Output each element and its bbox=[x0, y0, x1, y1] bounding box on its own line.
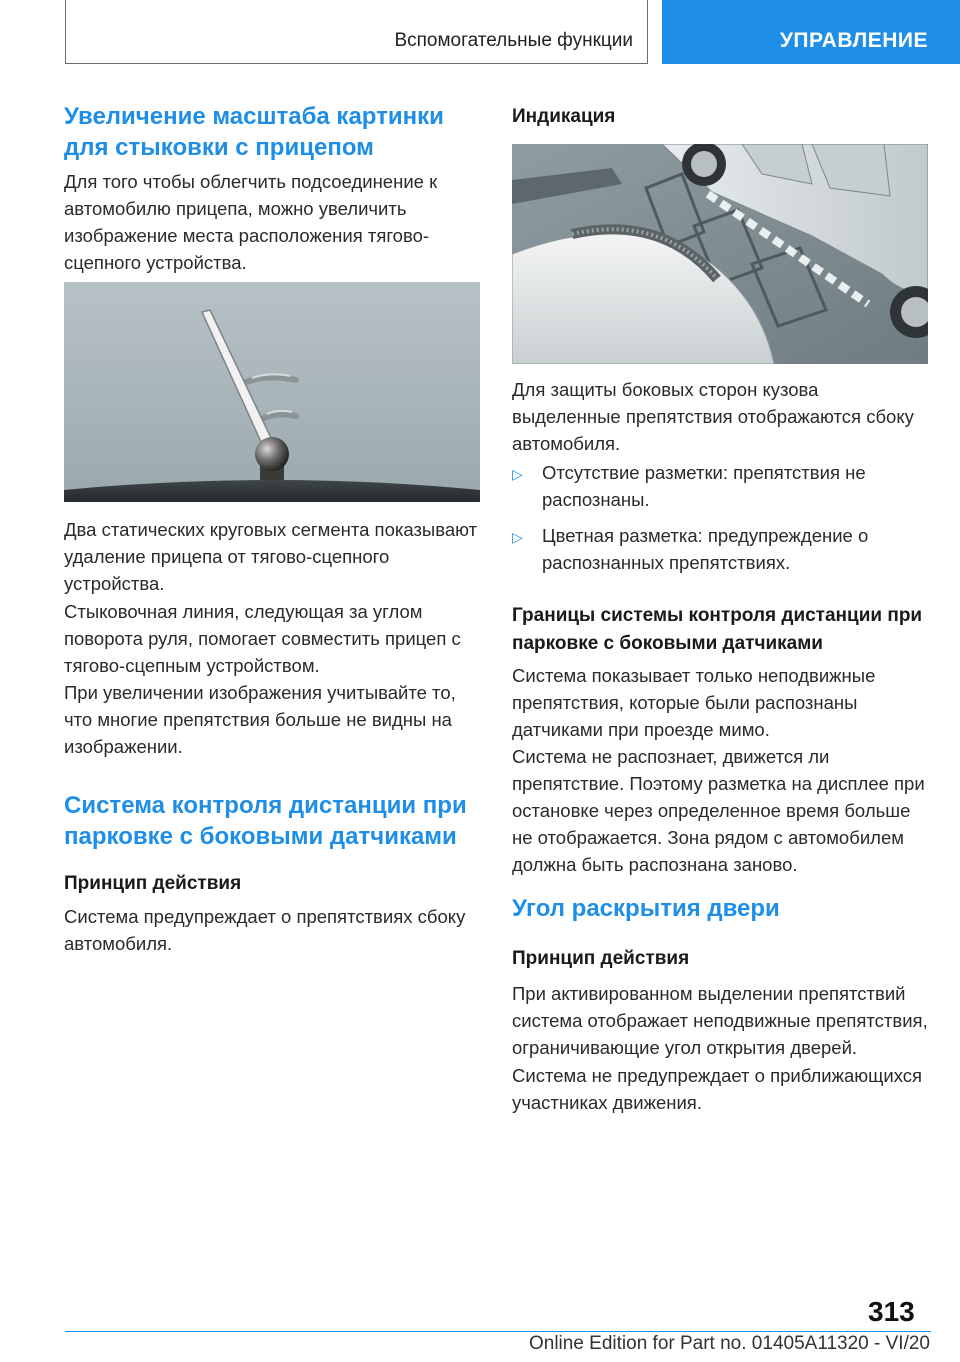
heading-principle: Принцип действия bbox=[64, 873, 242, 894]
paragraph-limits-1: Система показывает только неподвижные препятствия, которые были распознаны датчиками при проезде мимо. bbox=[512, 665, 876, 740]
trailer-hitch-zoom-image bbox=[64, 282, 480, 502]
header-chapter-title: УПРАВЛЕНИЕ bbox=[779, 29, 928, 52]
paragraph-door-1: При активированном выделении препятствий система отображает неподвижные препятствия, ограничивающие угол открытия дверей. bbox=[512, 983, 928, 1058]
paragraph-indication: Для защиты боковых сторон кузова выделенные препятствия отображаются сбоку автомобиля. bbox=[512, 379, 914, 454]
page-number: 313 bbox=[868, 1296, 915, 1327]
paragraph-segments: Два статических круговых сегмента показывают удаление прицепа от тягово-сцепного устройства. bbox=[64, 519, 478, 594]
paragraph-obstacles-hidden: При увеличении изображения учитывайте то, что многие препятствия больше не видны на изображении. bbox=[64, 682, 456, 757]
list-item bbox=[512, 522, 930, 576]
heading-system-limits: Границы системы контроля дистанции при парковке с боковыми датчиками bbox=[512, 605, 923, 654]
list-item bbox=[512, 459, 930, 513]
heading-zoom: Увеличение масштаба картинки для стыковки с прицепом bbox=[64, 103, 444, 161]
parking-side-view-illustration bbox=[512, 144, 928, 364]
side-sensors-display-image bbox=[512, 144, 928, 364]
heading-side-sensors: Система контроля дистанции при парковке с боковыми датчиками bbox=[64, 792, 467, 850]
triangle-bullet-icon: ▷ bbox=[512, 529, 523, 545]
paragraph-docking-line: Стыковочная линия, следующая за углом поворота руля, помогает совместить прицеп с тягово-сцепным устройством. bbox=[64, 601, 461, 676]
heading-principle-door: Принцип действия bbox=[512, 948, 690, 969]
footer-divider bbox=[65, 1331, 931, 1332]
header-section-title: Вспомогательные функции bbox=[394, 30, 633, 51]
paragraph-limits-2: Система не распознает, движется ли препятствие. Поэтому разметка на дисплее при остановке через определенное время больше не отображается. Зона рядом с автомобилем должна быть распознана заново. bbox=[512, 746, 925, 875]
list-item-text: Отсутствие разметки: препятствия не распознаны. bbox=[542, 462, 866, 510]
paragraph-principle: Система предупреждает о препятствиях сбоку автомобиля. bbox=[64, 906, 466, 954]
header-chapter-tab bbox=[662, 0, 960, 64]
triangle-bullet-icon: ▷ bbox=[512, 466, 523, 482]
footer-edition: Online Edition for Part no. 01405A11320 - VI/20 bbox=[528, 1333, 930, 1354]
header-section-box bbox=[65, 0, 648, 64]
list-item-text: Цветная разметка: предупреждение о распознанных препятствиях. bbox=[542, 525, 869, 573]
heading-indication: Индикация bbox=[512, 106, 616, 127]
paragraph-door-2: Система не предупреждает о приближающихся участниках движения. bbox=[512, 1065, 923, 1113]
paragraph-zoom: Для того чтобы облегчить подсоединение к автомобилю прицепа, можно увеличить изображение места расположения тягово-сцепного устройства. bbox=[64, 171, 438, 273]
heading-door-angle: Угол раскрытия двери bbox=[512, 895, 780, 922]
trailer-hitch-illustration bbox=[64, 282, 480, 502]
